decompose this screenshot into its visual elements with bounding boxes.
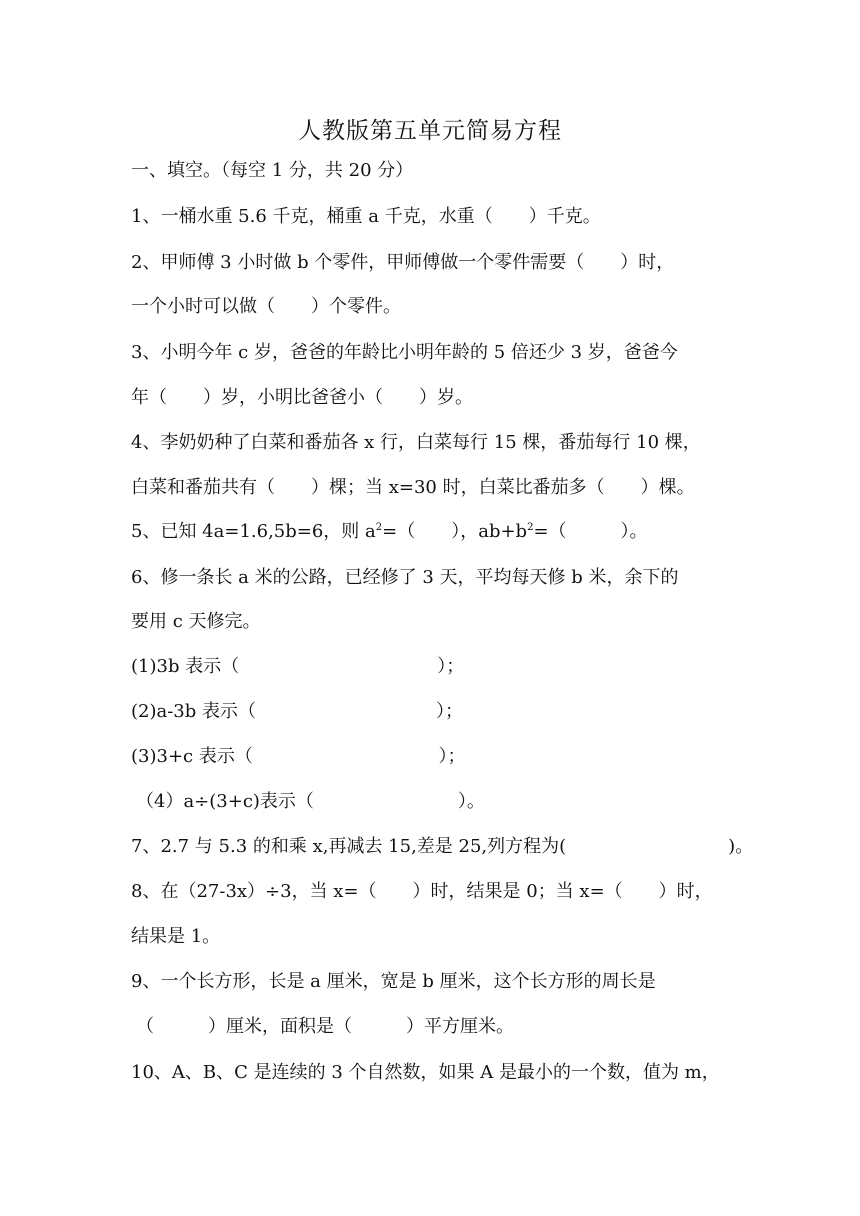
- page-title: 人教版第五单元简易方程: [298, 118, 562, 144]
- question-2-line-2: 一个小时可以做（ ）个零件。: [131, 296, 401, 317]
- question-6-sub-2: (2)a-3b 表示（ ）；: [131, 701, 464, 722]
- question-4-line-1: 4、李奶奶种了白菜和番茄各 x 行，白菜每行 15 棵，番茄每行 10 棵，: [131, 432, 701, 453]
- question-6-line-2: 要用 c 天修完。: [131, 611, 261, 632]
- question-3-line-2: 年（ ）岁，小明比爸爸小（ ）岁。: [131, 387, 473, 408]
- question-9-line-1: 9、一个长方形，长是 a 厘米，宽是 b 厘米，这个长方形的周长是: [131, 971, 656, 992]
- q5-part-2: =（ ），ab+b: [382, 521, 528, 542]
- question-6-sub-1: (1)3b 表示（ ）；: [131, 656, 465, 677]
- question-8-line-2: 结果是 1。: [131, 926, 221, 947]
- question-6-sub-3: (3)3+c 表示（ ）；: [131, 746, 466, 767]
- q5-exponent-2: 2: [527, 522, 534, 533]
- q5-exponent-1: 2: [375, 522, 383, 533]
- question-7: 7、2.7 与 5.3 的和乘 x,再减去 15,差是 25,列方程为( )。: [131, 836, 754, 857]
- question-10-line-1: 10、A、B、C 是连续的 3 个自然数，如果 A 是最小的一个数，值为 m，: [131, 1062, 720, 1083]
- question-9-line-2: （ ）厘米，面积是（ ）平方厘米。: [136, 1016, 514, 1037]
- question-2-line-1: 2、甲师傅 3 小时做 b 个零件，甲师傅做一个零件需要（ ）时，: [131, 252, 675, 273]
- question-6-line-1: 6、修一条长 a 米的公路，已经修了 3 天，平均每天修 b 米，余下的: [131, 567, 679, 588]
- q5-part-3: =（ ）。: [533, 521, 648, 542]
- question-6-sub-4: （4）a÷(3+c)表示（ ）。: [136, 791, 485, 812]
- section-heading: 一、填空。（每空 1 分，共 20 分）: [131, 160, 414, 181]
- question-1: 1、一桶水重 5.6 千克，桶重 a 千克，水重（ ）千克。: [131, 206, 601, 227]
- question-5: [131, 520, 648, 544]
- question-8-line-1: 8、在（27-3x）÷3，当 x=（ ）时，结果是 0；当 x=（ ）时，: [131, 881, 713, 902]
- question-4-line-2: 白菜和番茄共有（ ）棵；当 x=30 时，白菜比番茄多（ ）棵。: [131, 477, 695, 498]
- q5-part-1: 5、已知 4a=1.6,5b=6，则 a: [131, 521, 376, 542]
- question-3-line-1: 3、小明今年 c 岁，爸爸的年龄比小明年龄的 5 倍还少 3 岁，爸爸今: [131, 342, 678, 363]
